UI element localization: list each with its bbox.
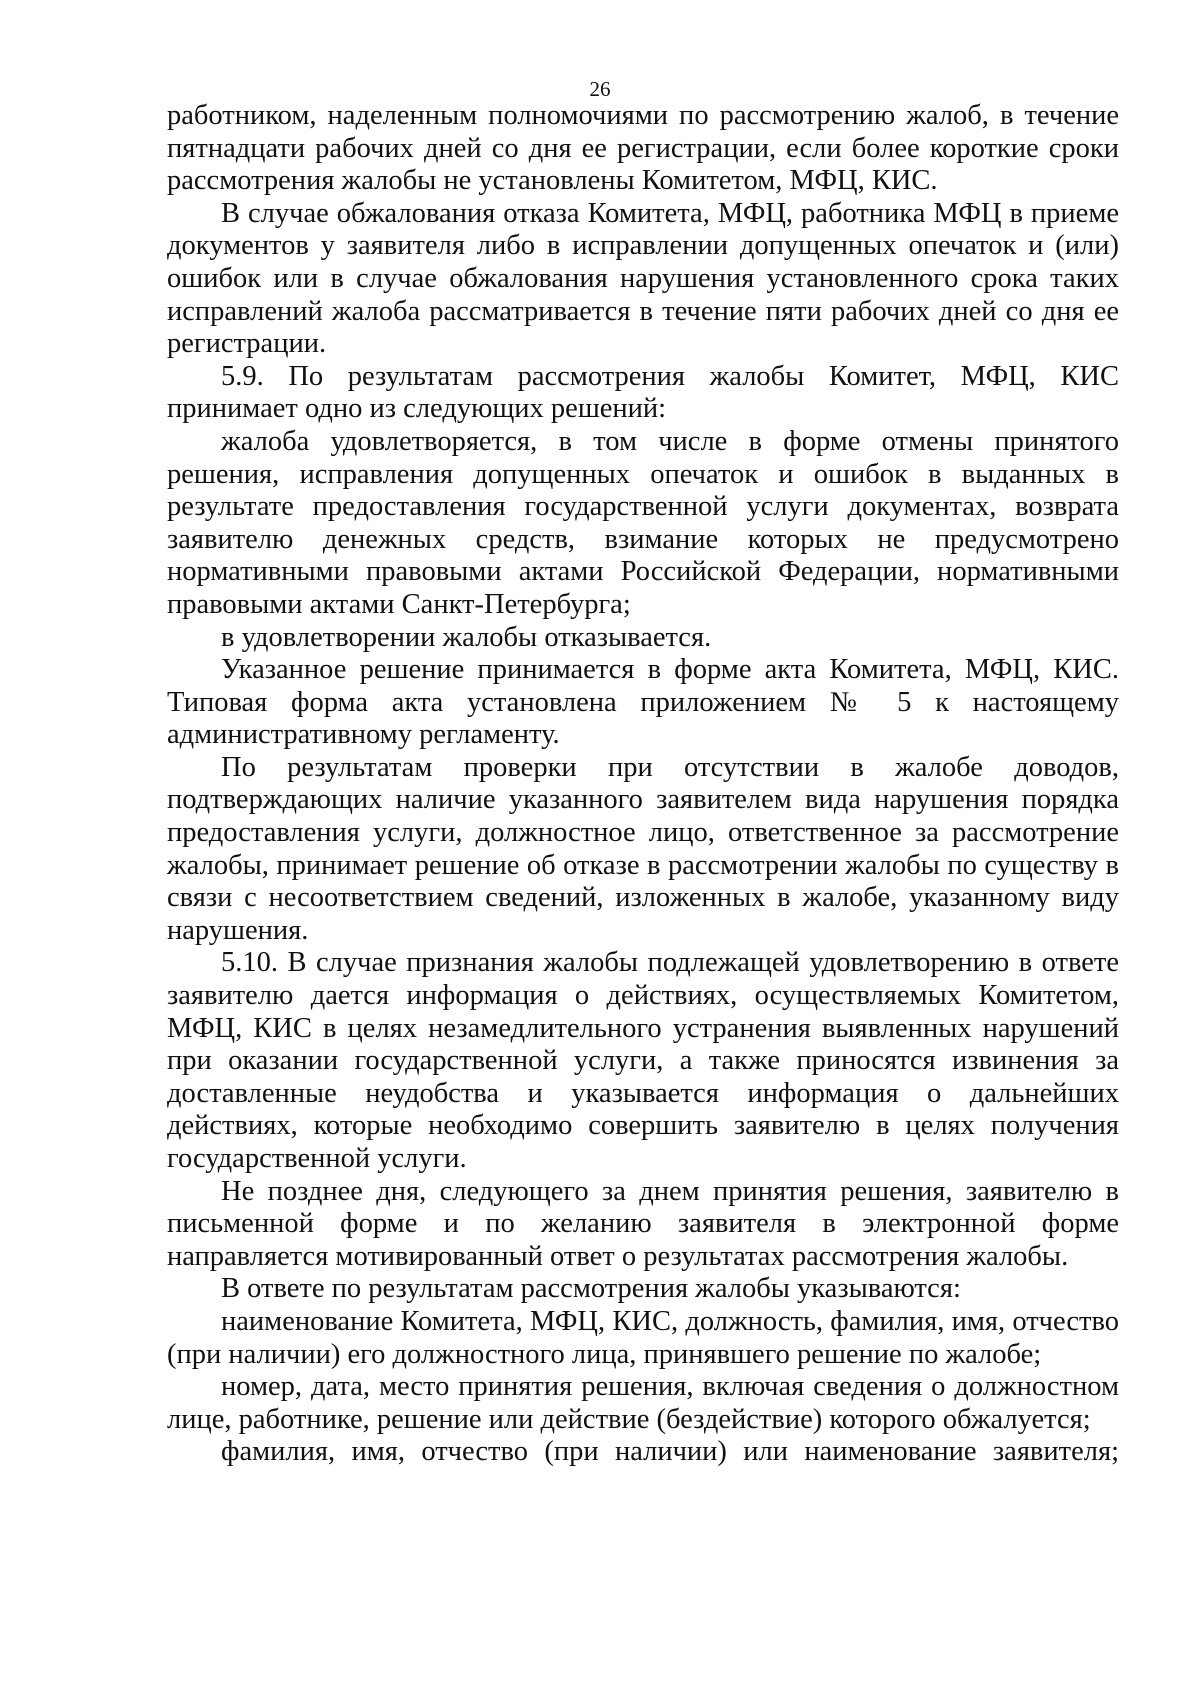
- paragraph-6: Указанное решение принимается в форме акта Комитета, МФЦ, КИС. Типовая форма акта установлена приложением № 5 к настоящему административному регламенту.: [167, 654, 1119, 751]
- paragraph-11: наименование Комитета, МФЦ, КИС, должность, фамилия, имя, отчество (при наличии) его должностного лица, принявшего решение по жалобе;: [167, 1305, 1119, 1370]
- paragraph-5: в удовлетворении жалобы отказывается.: [221, 621, 712, 653]
- document-body: [167, 100, 1119, 1469]
- paragraph-12: номер, дата, место принятия решения, включая сведения о должностном лице, работнике, решение или действие (бездействие) которого обжалуется;: [167, 1371, 1119, 1435]
- paragraph-1: работником, наделенным полномочиями по рассмотрению жалоб, в течение пятнадцати рабочих дней со дня ее регистрации, если более короткие сроки рассмотрения жалобы не установлены Комитетом, МФЦ, КИС.: [167, 100, 1119, 197]
- paragraph-13: фамилия, имя, отчество (при наличии) или наименование заявителя;: [221, 1436, 1119, 1468]
- paragraph-9: Не позднее дня, следующего за днем принятия решения, заявителю в письменной форме и по желанию заявителя в электронной форме направляется мотивированный ответ о результатах рассмотрения жалобы.: [167, 1175, 1119, 1272]
- paragraph-4: жалоба удовлетворяется, в том числе в форме отмены принятого решения, исправления допущенных опечаток и ошибок в выданных в результате предоставления государственной услуги документах, возврата заявителю денежных средств, взимание которых не предусмотрено нормативными правовыми актами Российской Федерации, нормативными правовыми актами Санкт-Петербурга;: [167, 425, 1119, 620]
- paragraph-2: В случае обжалования отказа Комитета, МФЦ, работника МФЦ в приеме документов у заявителя либо в исправлении допущенных опечаток и (или) ошибок или в случае обжалования нарушения установленного срока таких исправлений жалоба рассматривается в течение пяти рабочих дней со дня ее регистрации.: [167, 197, 1119, 360]
- paragraph-7: По результатам проверки при отсутствии в жалобе доводов, подтверждающих наличие указанного заявителем вида нарушения порядка предоставления услуги, должностное лицо, ответственное за рассмотрение жалобы, принимает решение об отказе в рассмотрении жалобы по существу в связи с несоответствием сведений, изложенных в жалобе, указанному виду нарушения.: [167, 751, 1119, 946]
- page-number: 26: [589, 77, 611, 101]
- paragraph-8: 5.10. В случае признания жалобы подлежащей удовлетворению в ответе заявителю дается информация о действиях, осуществляемых Комитетом, МФЦ, КИС в целях незамедлительного устранения выявленных нарушений при оказании государственной услуги, а также приносятся извинения за доставленные неудобства и указывается информация о дальнейших действиях, которые необходимо совершить заявителю в целях получения государственной услуги.: [167, 947, 1119, 1174]
- paragraph-10: В ответе по результатам рассмотрения жалобы указываются:: [221, 1273, 961, 1305]
- paragraph-3: 5.9. По результатам рассмотрения жалобы Комитет, МФЦ, КИС принимает одно из следующих решений:: [167, 360, 1119, 425]
